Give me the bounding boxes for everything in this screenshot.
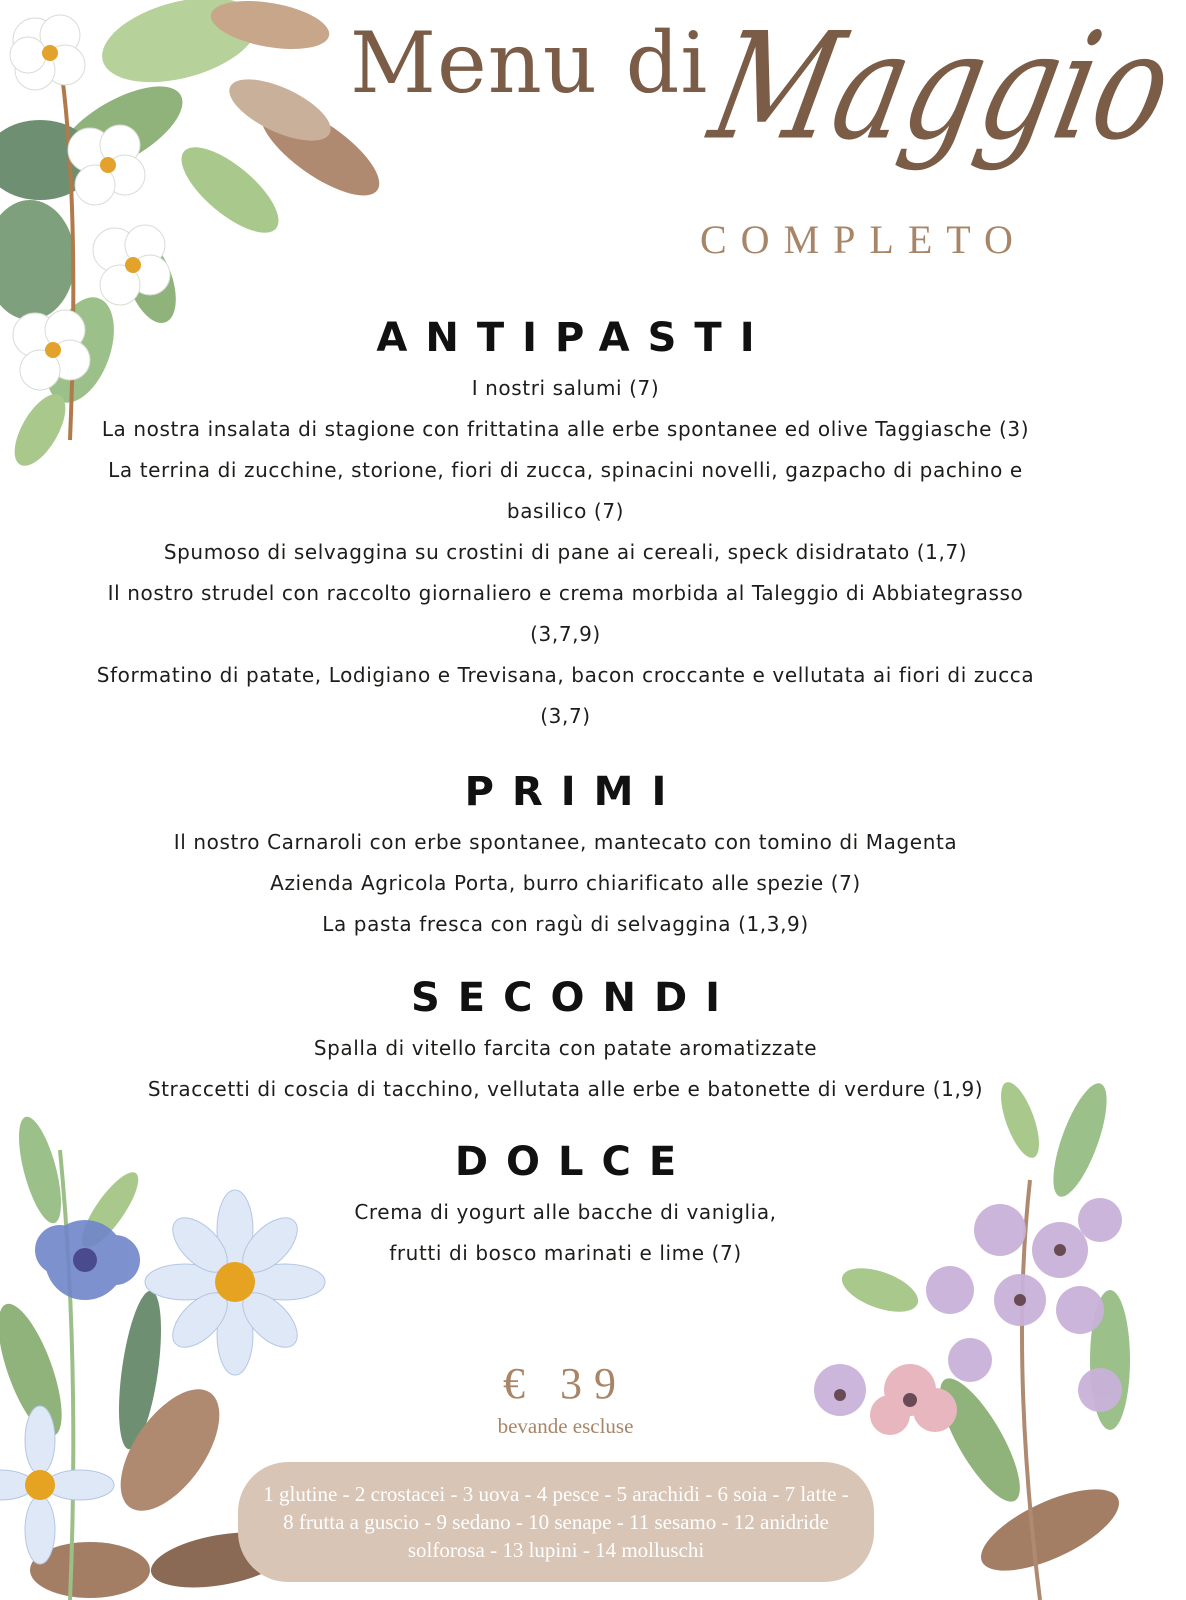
menu-item: (3,7) [540,704,591,728]
section-primi [20,762,1111,945]
section-dolce [20,1132,1111,1274]
menu-item: La nostra insalata di stagione con frittatina alle erbe spontanee ed olive Taggiasche (3) [101,417,1030,441]
menu-item: I nostri salumi (7) [471,376,660,400]
menu-item: La terrina di zucchine, storione, fiori di zucca, spinacini novelli, gazpacho di pachino e [108,458,1023,482]
menu-item: Azienda Agricola Porta, burro chiarificato alle spezie (7) [270,871,861,895]
section-title-dolce: DOLCE [454,1139,695,1185]
section-antipasti [20,308,1111,737]
allergen-legend [238,1462,874,1582]
menu-item: (3,7,9) [530,622,601,646]
section-secondi [20,968,1111,1110]
menu-item: Spumoso di selvaggina su crostini di pane ai cereali, speck disidratato (1,7) [163,540,968,564]
menu-item: La pasta fresca con ragù di selvaggina (1,3,9) [322,912,809,936]
menu-item: Crema di yogurt alle bacche di vaniglia, [354,1200,777,1224]
menu-subtitle: COMPLETO [700,217,1027,262]
menu-item: Il nostro Carnaroli con erbe spontanee, mantecato con tomino di Magenta [173,830,958,854]
section-title-primi: PRIMI [464,769,685,815]
menu-title: Menu di [350,14,709,112]
allergen-legend-text: 1 glutine - 2 crostacei - 3 uova - 4 pesce - 5 arachidi - 6 soia - 7 latte - 8 frutta a guscio - 9 sedano - 10 senape - 11 sesamo - 12 anidride solforosa - 13 lupini - 14 molluschi [263,1482,849,1562]
menu-item: Straccetti di coscia di tacchino, vellutata alle erbe e batonette di verdure (1,9) [147,1077,984,1101]
price-note: bevande escluse [497,1414,634,1438]
section-title-secondi: SECONDI [410,975,739,1021]
menu-item: Il nostro strudel con raccolto giornaliero e crema morbida al Taleggio di Abbiategrasso [107,581,1024,605]
menu-item: basilico (7) [506,499,625,523]
menu-item: frutti di bosco marinati e lime (7) [389,1241,742,1265]
menu-item: Spalla di vitello farcita con patate aromatizzate [313,1036,818,1060]
menu-title-script: Maggio [698,0,1186,173]
menu-price: € 39 [503,1359,628,1408]
menu-item: Sformatino di patate, Lodigiano e Trevisana, bacon croccante e vellutata ai fiori di zucca [96,663,1035,687]
section-title-antipasti: ANTIPASTI [376,315,773,361]
